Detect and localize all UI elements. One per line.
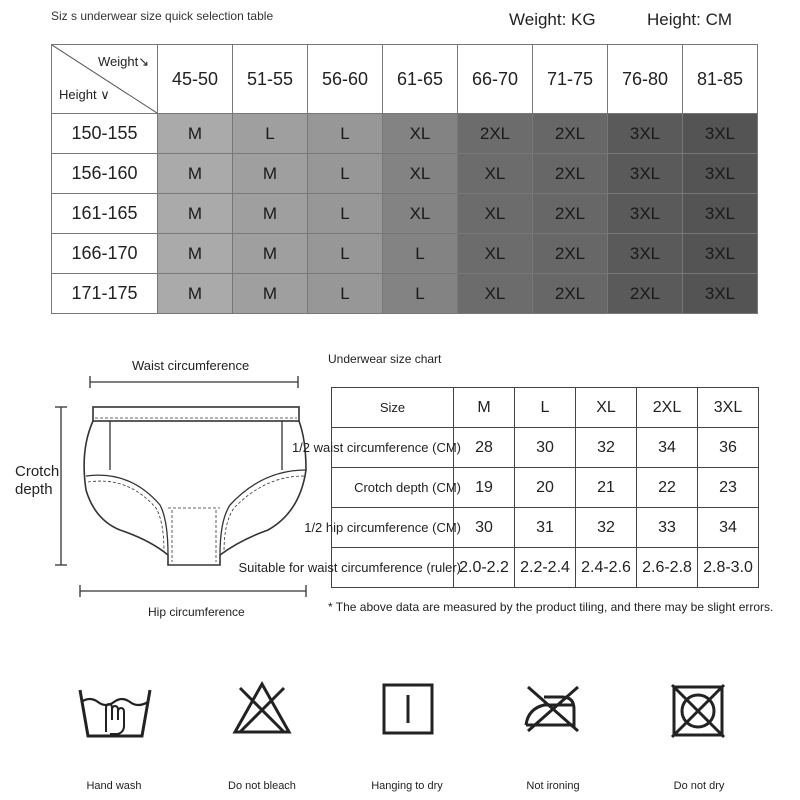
measurement-value: 21	[576, 468, 637, 508]
size-cell: M	[158, 154, 233, 194]
size-cell: XL	[458, 194, 533, 234]
measurement-value: 28	[454, 428, 515, 468]
size-cell: 2XL	[533, 154, 608, 194]
size-cell: 2XL	[533, 194, 608, 234]
size-cell: XL	[383, 154, 458, 194]
size-label	[332, 388, 454, 428]
measurement-value: 31	[515, 508, 576, 548]
weight-header: 61-65	[383, 45, 458, 114]
measurement-note: * The above data are measured by the product tiling, and there may be slight errors.	[328, 600, 774, 614]
measurement-value: 2.6-2.8	[637, 548, 698, 588]
size-cell: XL	[458, 234, 533, 274]
size-selection-table	[51, 44, 758, 314]
table-title: Siz s underwear size quick selection table	[51, 9, 274, 23]
weight-header: 45-50	[158, 45, 233, 114]
size-cell: L	[308, 274, 383, 314]
size-cell: M	[233, 194, 308, 234]
size-cell: 2XL	[533, 114, 608, 154]
height-label: 161-165	[52, 194, 158, 234]
measurement-value: 19	[454, 468, 515, 508]
height-label: 171-175	[52, 274, 158, 314]
chart-row	[332, 428, 759, 468]
size-cell: 2XL	[608, 274, 683, 314]
no-iron-icon	[522, 683, 582, 735]
size-cell: L	[233, 114, 308, 154]
size-header: 3XL	[698, 388, 759, 428]
size-cell: L	[308, 114, 383, 154]
size-header: XL	[576, 388, 637, 428]
measurement-value: 34	[698, 508, 759, 548]
do-not-tumble-dry-icon	[670, 683, 726, 739]
size-header: L	[515, 388, 576, 428]
weight-header: 51-55	[233, 45, 308, 114]
size-row	[52, 234, 758, 274]
measurement-label	[304, 508, 461, 548]
size-cell: M	[233, 154, 308, 194]
crotch-label-line1: Crotch	[15, 463, 60, 480]
chart-row	[332, 508, 759, 548]
size-cell: 3XL	[608, 194, 683, 234]
height-unit-label: Height: CM	[647, 10, 733, 29]
weight-header: 56-60	[308, 45, 383, 114]
care-label-hand-wash: Hand wash	[86, 780, 142, 792]
hang-dry-icon	[382, 683, 434, 735]
measurement-value: 30	[454, 508, 515, 548]
hip-circumference-label: Hip circumference	[148, 605, 245, 619]
chart-row	[332, 468, 759, 508]
size-cell: M	[158, 114, 233, 154]
weight-header-row	[52, 45, 758, 114]
size-cell: XL	[458, 274, 533, 314]
measurement-label	[332, 468, 461, 508]
measurement-label-text: 1/2 hip circumference (CM)	[304, 520, 461, 535]
size-cell: 2XL	[458, 114, 533, 154]
measurement-label-text: Suitable for waist circumference (ruler)	[238, 560, 461, 575]
size-cell: L	[308, 194, 383, 234]
height-label: 156-160	[52, 154, 158, 194]
size-row	[52, 114, 758, 154]
weight-unit-label: Weight: KG	[509, 10, 596, 29]
height-label: 166-170	[52, 234, 158, 274]
care-label-do-not-bleach: Do not bleach	[228, 780, 296, 792]
waist-circumference-label: Waist circumference	[132, 358, 250, 373]
measurement-value: 2.8-3.0	[698, 548, 759, 588]
size-cell: L	[308, 234, 383, 274]
measurement-value: 22	[637, 468, 698, 508]
size-label-text: Size	[379, 400, 406, 415]
measurement-value: 2.2-2.4	[515, 548, 576, 588]
size-cell: L	[383, 274, 458, 314]
size-header: 2XL	[637, 388, 698, 428]
size-cell: XL	[458, 154, 533, 194]
weight-header: 76-80	[608, 45, 683, 114]
weight-header: 71-75	[533, 45, 608, 114]
hand-wash-icon	[78, 680, 152, 740]
measurement-value: 34	[637, 428, 698, 468]
size-cell: XL	[383, 194, 458, 234]
size-cell: 3XL	[608, 114, 683, 154]
corner-cell	[52, 45, 158, 114]
care-label-hang-dry: Hanging to dry	[371, 780, 443, 792]
size-row	[52, 194, 758, 234]
size-cell: M	[158, 194, 233, 234]
size-cell: XL	[383, 114, 458, 154]
size-chart-title: Underwear size chart	[328, 352, 442, 366]
care-label-do-not-dry: Do not dry	[673, 780, 725, 792]
measurement-value: 2.0-2.2	[454, 548, 515, 588]
size-cell: 3XL	[683, 234, 758, 274]
size-cell: 3XL	[683, 274, 758, 314]
measurement-value: 32	[576, 428, 637, 468]
size-row	[52, 154, 758, 194]
size-cell: 2XL	[533, 234, 608, 274]
size-cell: L	[383, 234, 458, 274]
crotch-label-line2: depth	[15, 481, 53, 498]
size-cell: M	[233, 234, 308, 274]
measurement-value: 2.4-2.6	[576, 548, 637, 588]
size-cell: 3XL	[683, 194, 758, 234]
measurement-value: 36	[698, 428, 759, 468]
measurement-value: 33	[637, 508, 698, 548]
size-cell: 3XL	[683, 114, 758, 154]
measurement-label-text: Crotch depth (CM)	[354, 480, 461, 495]
size-cell: L	[308, 154, 383, 194]
weight-header: 66-70	[458, 45, 533, 114]
size-header-row	[332, 388, 759, 428]
weight-header: 81-85	[683, 45, 758, 114]
size-chart-table	[238, 387, 759, 588]
measurement-value: 30	[515, 428, 576, 468]
size-cell: 3XL	[683, 154, 758, 194]
size-cell: 2XL	[533, 274, 608, 314]
corner-weight-label: Weight↘	[98, 54, 150, 69]
size-cell: M	[158, 274, 233, 314]
size-cell: M	[233, 274, 308, 314]
corner-height-label: Height ∨	[59, 87, 110, 102]
height-label: 150-155	[52, 114, 158, 154]
chart-row	[332, 548, 759, 588]
do-not-bleach-icon	[232, 680, 292, 736]
care-label-no-iron: Not ironing	[526, 780, 580, 792]
size-header: M	[454, 388, 515, 428]
measurement-label	[291, 428, 461, 468]
size-row	[52, 274, 758, 314]
measurement-label-text: 1/2 waist circumference (CM)	[291, 440, 461, 455]
size-cell: 3XL	[608, 234, 683, 274]
measurement-value: 23	[698, 468, 759, 508]
measurement-value: 32	[576, 508, 637, 548]
size-cell: 3XL	[608, 154, 683, 194]
measurement-label	[238, 548, 461, 588]
measurement-value: 20	[515, 468, 576, 508]
size-cell: M	[158, 234, 233, 274]
